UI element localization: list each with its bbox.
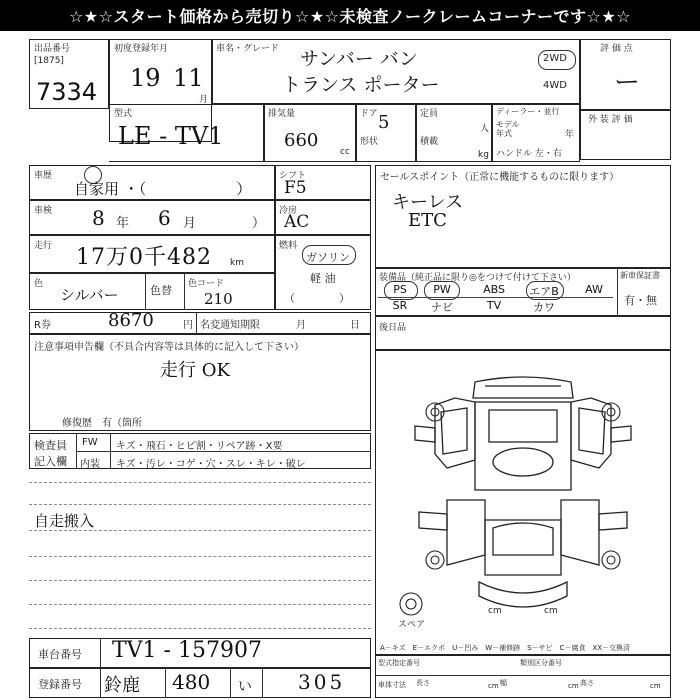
plate-div4	[262, 668, 263, 698]
model-value: LE - TV1	[118, 122, 224, 150]
special-label: 型式指定番号	[378, 659, 420, 667]
special-class-label: 類別区分番号	[520, 659, 562, 667]
capacity-label: 定員	[420, 109, 439, 119]
fuel-label: 燃料	[279, 241, 298, 251]
shift-value: F5	[284, 178, 307, 198]
special-line	[375, 675, 671, 676]
load-unit: kg	[478, 150, 489, 160]
displacement-label: 排気量	[268, 109, 296, 119]
rear-box	[375, 316, 671, 350]
body-height-cm: cm	[650, 682, 661, 690]
equip-grid	[378, 297, 613, 298]
doors-label: ドア	[360, 109, 378, 119]
sales-points-line2: ETC	[408, 210, 447, 231]
repair-label: 修復歴 有（箇所	[62, 418, 142, 429]
color-code-value: 210	[204, 290, 233, 308]
mileage-value: 17万0千482	[76, 245, 212, 270]
notes-value: 走行 OK	[160, 360, 230, 381]
inspector-label1: 検査員	[34, 439, 67, 452]
warranty-label: 新車保証書	[620, 271, 660, 280]
ac-label: 冷房	[279, 206, 298, 216]
shift-label: シフト	[279, 171, 307, 181]
interior-label: 内装	[80, 459, 100, 470]
fuel-diesel: 軽 油	[310, 272, 336, 285]
recycle-value: 8670	[108, 310, 154, 331]
interior-items: キズ・汚レ・コゲ・穴・スレ・キレ・破レ	[116, 459, 306, 470]
chassis-label: 車台番号	[38, 648, 82, 661]
handle-label: ハンドル 左・右	[496, 149, 562, 159]
banner: ☆★☆スタート価格から売切り☆★☆未検査ノークレームコーナーです☆★☆	[0, 0, 700, 31]
chassis-value: TV1 - 157907	[112, 638, 262, 663]
color-value: シルバー	[60, 286, 119, 304]
exterior-label: 外 装 評 価	[588, 115, 633, 125]
plate-div1	[100, 668, 101, 698]
history-label: 車歴	[34, 171, 53, 181]
equip-abs: ABS	[483, 283, 505, 296]
body-width: 幅	[500, 679, 507, 687]
color-code-label: 色コード	[188, 279, 225, 289]
equip-airbag: エアB	[529, 285, 559, 298]
equip-sr: SR	[392, 299, 408, 312]
chassis-div	[100, 638, 101, 668]
displacement-value: 660	[284, 130, 319, 151]
body-length: 長さ	[416, 679, 430, 687]
body-height: 高さ	[580, 679, 594, 687]
plate-class: 480	[172, 670, 211, 694]
inspection-month-unit: 月	[183, 216, 197, 231]
plate-div3	[230, 668, 231, 698]
equip-aw: AW	[585, 283, 603, 296]
load-label: 積載	[420, 137, 439, 147]
remarks-value: 自走搬入	[34, 512, 95, 530]
drive-2wd: 2WD	[543, 53, 567, 64]
lot-label: 出品番号	[34, 44, 71, 54]
plate-kana: い	[238, 679, 252, 695]
first-reg-label: 初度登録年月	[114, 44, 169, 54]
first-reg-year: 19	[130, 64, 161, 92]
car-name-line2: トランス ポーター	[282, 74, 440, 96]
mileage-label: 走行	[34, 241, 53, 251]
body-width-cm: cm	[568, 682, 579, 690]
mileage-unit: km	[230, 258, 244, 268]
color-divider	[145, 273, 146, 310]
code-divider	[184, 273, 185, 310]
shape-label: 形状	[360, 137, 379, 147]
history-value: 自家用 ・（ ）	[74, 180, 252, 198]
expiry-month-unit: 月	[296, 320, 306, 331]
spare-label: スペア	[398, 620, 426, 630]
inspection-box	[29, 200, 275, 235]
remark-line-1	[29, 482, 371, 483]
notes-label: 注意事項申告欄（不具合内容等は具体的に記入して下さい）	[34, 342, 304, 353]
plate-label: 登録番号	[38, 678, 82, 691]
inspector-label2: 記入欄	[34, 455, 67, 468]
remark-line-6	[29, 604, 371, 605]
remark-line-7	[29, 628, 371, 629]
rear-label: 後日品	[379, 323, 407, 333]
first-reg-month: 11	[173, 64, 204, 92]
equip-ps: PS	[393, 283, 407, 296]
expiry-label: 名変通知期限	[200, 320, 260, 331]
equip-navi: ナビ	[431, 301, 453, 314]
inspection-end: ）	[252, 216, 266, 231]
model-year-label: モデル 年式	[496, 120, 520, 138]
plate-number: 305	[298, 670, 346, 694]
inspection-label: 車検	[34, 206, 53, 216]
sales-points-label: セールスポイント（正常に機能するものに限ります）	[380, 172, 620, 183]
drive-4wd: 4WD	[543, 80, 567, 91]
fuel-paren: （ ）	[284, 292, 350, 305]
lot-number: 7334	[36, 78, 98, 106]
inspection-year: 8	[92, 206, 105, 230]
doors-value: 5	[378, 112, 390, 133]
equipment-label: 装備品（純正品に限り◎をつけて付けて下さい）	[379, 273, 576, 283]
inspection-year-unit: 年	[116, 216, 130, 231]
equip-pw: PW	[433, 283, 451, 296]
remark-line-4	[29, 556, 371, 557]
ac-value: AC	[284, 212, 310, 232]
car-diagram	[375, 350, 671, 655]
sales-points-line1: キーレス	[392, 192, 464, 213]
color-label: 色	[34, 279, 44, 289]
diagram-cm-2: cm	[544, 606, 558, 616]
recycle-unit: 円	[183, 320, 193, 331]
capacity-unit: 人	[480, 124, 490, 134]
body-length-cm: cm	[488, 682, 499, 690]
remark-line-5	[29, 580, 371, 581]
dealer-label: ディーラー・並行	[496, 107, 560, 116]
first-reg-month-unit: 月	[199, 95, 209, 105]
fw-items: キズ・飛石・ヒビ割・リペア跡・X要	[116, 441, 283, 452]
car-name-line1: サンバー バン	[300, 48, 418, 70]
expiry-day-unit: 日	[350, 320, 360, 331]
rating-label: 評 価 点	[600, 44, 633, 54]
displacement-unit: cc	[340, 147, 350, 157]
fw-label: FW	[82, 437, 98, 448]
remark-line-2	[29, 504, 371, 505]
recycle-label: R券	[34, 320, 51, 331]
recycle-divider	[196, 312, 197, 334]
diagram-legend: A－キズ E－エクボ U－凹み W－補修跡 S－サビ C－腐食 XX－交換済	[380, 644, 631, 652]
model-label: 型式	[114, 109, 133, 119]
plate-div2	[165, 668, 166, 698]
model-year-unit: 年	[565, 130, 575, 140]
plate-region: 鈴鹿	[104, 675, 140, 696]
fuel-gas: ガソリン	[306, 251, 350, 264]
diagram-cm-1: cm	[488, 606, 502, 616]
car-name-label: 車名・グレード	[216, 44, 280, 54]
repaint-label: 色替	[150, 284, 172, 297]
rating-value: ー	[614, 68, 641, 98]
equipment-divider	[617, 268, 618, 316]
inspection-month: 6	[158, 206, 171, 230]
warranty-value: 有・無	[624, 294, 657, 307]
equip-tv: TV	[486, 299, 502, 312]
body-size-label: 車体寸法	[378, 681, 406, 689]
lot-sub: [1875]	[34, 56, 64, 66]
equip-leather: カワ	[533, 301, 555, 314]
